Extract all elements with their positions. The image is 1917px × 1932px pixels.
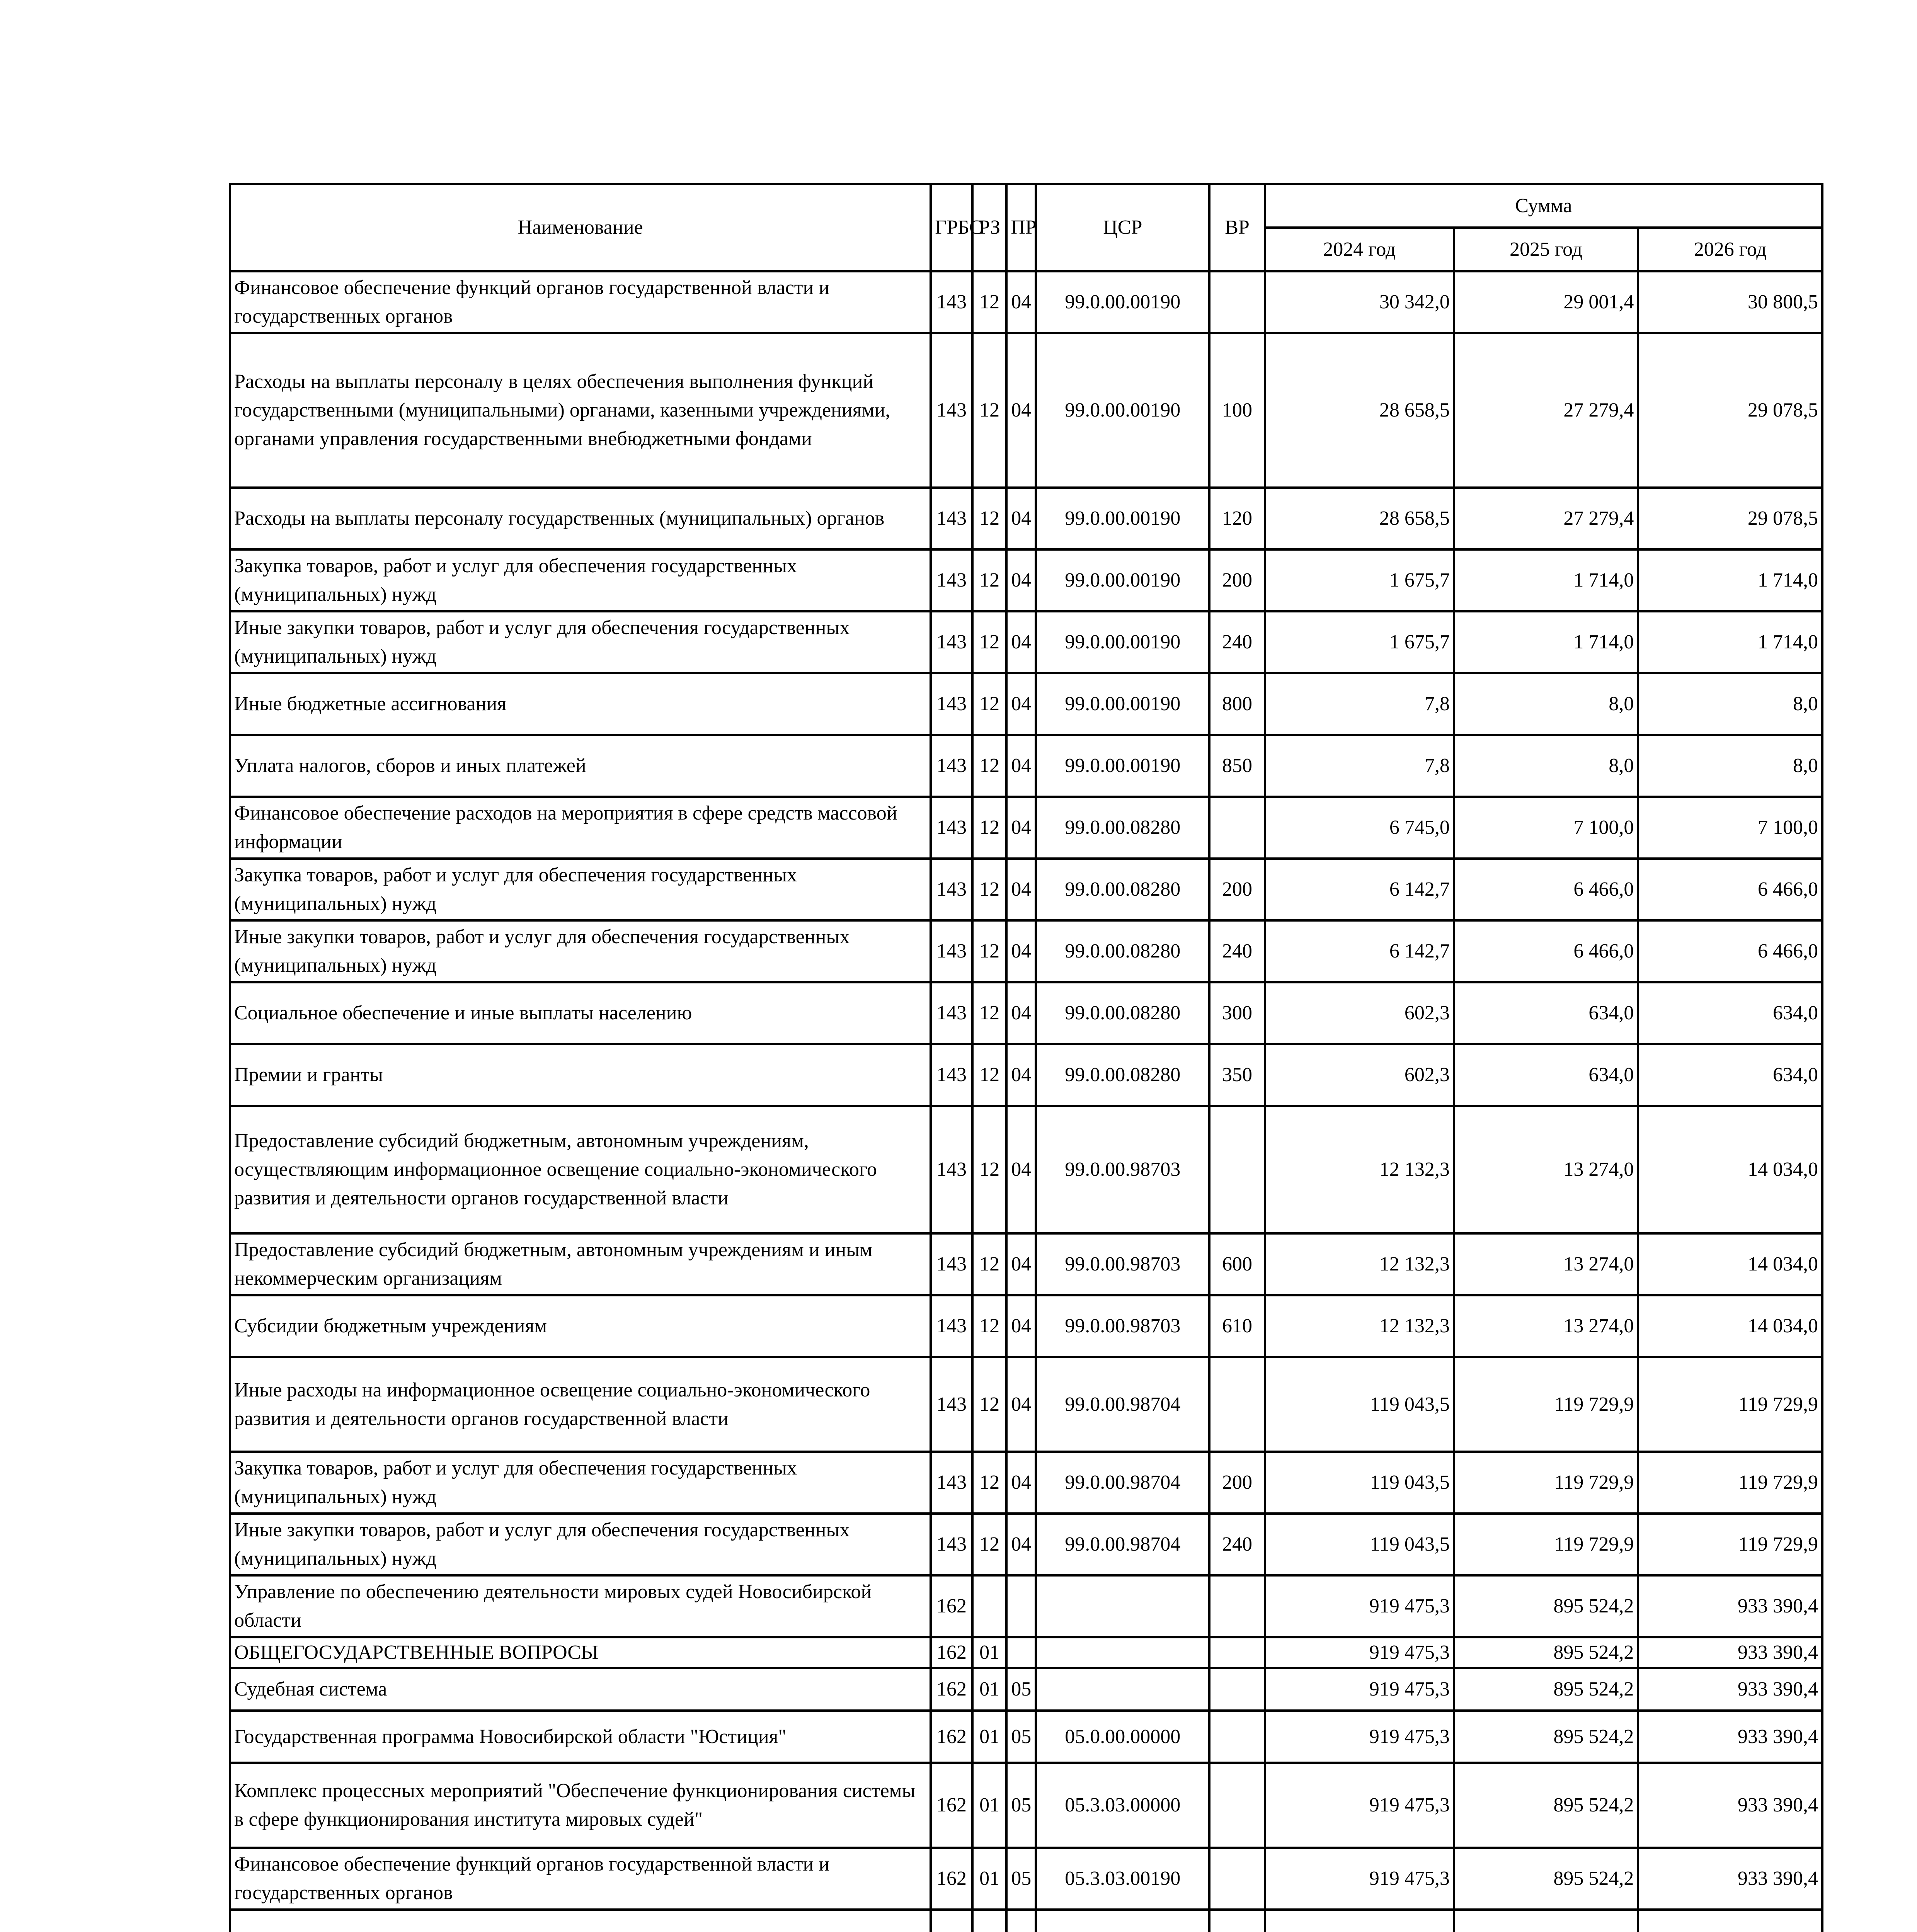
cell-csr: 99.0.00.08280: [1036, 1044, 1209, 1106]
cell-2024: 919 475,3: [1265, 1763, 1454, 1848]
cell-vr: 100: [1209, 333, 1265, 488]
table-row: [230, 1357, 1822, 1452]
cell-2025: 634,0: [1454, 1044, 1638, 1106]
cell-2024: 919 475,3: [1265, 1637, 1454, 1668]
cell-rz: 12: [972, 1357, 1007, 1452]
cell-vr: 200: [1209, 549, 1265, 611]
cell-name: Предоставление субсидий бюджетным, автономным учреждениям, осуществляющим информационное освещение социально-экономического развития и деятельности органов государственной власти: [230, 1106, 931, 1233]
cell-2026: 634,0: [1638, 1044, 1822, 1106]
cell-2024: 30 342,0: [1265, 271, 1454, 333]
table-row: [230, 1575, 1822, 1637]
cell-2025: [1454, 1910, 1638, 1932]
cell-2024: 602,3: [1265, 982, 1454, 1044]
cell-rz: 12: [972, 1514, 1007, 1575]
cell-rz: 12: [972, 735, 1007, 797]
cell-name: Иные закупки товаров, работ и услуг для обеспечения государственных (муниципальных) нужд: [230, 920, 931, 982]
cell-rz: 12: [972, 1295, 1007, 1357]
cell-vr: 200: [1209, 859, 1265, 920]
cell-name: Государственная программа Новосибирской области "Юстиция": [230, 1711, 931, 1763]
cell-rz: 12: [972, 611, 1007, 673]
cell-2025: 895 524,2: [1454, 1763, 1638, 1848]
cell-pr: 04: [1006, 1233, 1036, 1295]
cell-name: Иные закупки товаров, работ и услуг для обеспечения государственных (муниципальных) нужд: [230, 611, 931, 673]
cell-2026: 933 390,4: [1638, 1637, 1822, 1668]
cell-grbs: 143: [931, 333, 972, 488]
cell-2024: 919 475,3: [1265, 1848, 1454, 1910]
cell-2024: 7,8: [1265, 735, 1454, 797]
cell-pr: 04: [1006, 673, 1036, 735]
table-row: [230, 673, 1822, 735]
cell-csr: 99.0.00.98704: [1036, 1452, 1209, 1514]
cell-csr: [1036, 1910, 1209, 1932]
table-row: [230, 982, 1822, 1044]
cell-name: Предоставление субсидий бюджетным, автономным учреждениям и иным некоммерческим организациям: [230, 1233, 931, 1295]
cell-2026: 7 100,0: [1638, 797, 1822, 859]
cell-2026: 30 800,5: [1638, 271, 1822, 333]
cell-rz: 12: [972, 982, 1007, 1044]
cell-csr: 99.0.00.00190: [1036, 549, 1209, 611]
cell-vr: [1209, 1763, 1265, 1848]
cell-vr: [1209, 1637, 1265, 1668]
table-row: [230, 735, 1822, 797]
cell-2024: 919 475,3: [1265, 1668, 1454, 1711]
cell-csr: 99.0.00.08280: [1036, 982, 1209, 1044]
header-pr: ПР: [1006, 184, 1036, 271]
table-row: [230, 611, 1822, 673]
cell-name: Иные закупки товаров, работ и услуг для обеспечения государственных (муниципальных) нужд: [230, 1514, 931, 1575]
table-row: [230, 1668, 1822, 1711]
cell-grbs: 162: [931, 1711, 972, 1763]
cell-grbs: 143: [931, 1514, 972, 1575]
header-csr: ЦСР: [1036, 184, 1209, 271]
cell-rz: 12: [972, 1106, 1007, 1233]
cell-grbs: 143: [931, 735, 972, 797]
cell-grbs: 143: [931, 1233, 972, 1295]
cell-grbs: 143: [931, 549, 972, 611]
cell-2026: 14 034,0: [1638, 1106, 1822, 1233]
cell-grbs: 162: [931, 1668, 972, 1711]
cell-rz: 01: [972, 1763, 1007, 1848]
cell-2025: 1 714,0: [1454, 549, 1638, 611]
cell-name: Расходы на выплаты персоналу в целях обеспечения выполнения функций государственными (муниципальными) органами, казенными учреждениями, органами управления государственными внебюджетными фондами: [230, 333, 931, 488]
header-year-2024: 2024 год: [1265, 228, 1454, 271]
cell-2024: [1265, 1910, 1454, 1932]
cell-rz: 01: [972, 1711, 1007, 1763]
cell-2026: 119 729,9: [1638, 1452, 1822, 1514]
cell-csr: 99.0.00.98703: [1036, 1106, 1209, 1233]
cell-2026: [1638, 1910, 1822, 1932]
cell-vr: [1209, 1668, 1265, 1711]
table-row: [230, 271, 1822, 333]
cell-2025: 13 274,0: [1454, 1106, 1638, 1233]
table-row: [230, 1106, 1822, 1233]
cell-2024: 919 475,3: [1265, 1711, 1454, 1763]
cell-2026: 1 714,0: [1638, 611, 1822, 673]
cell-2024: 28 658,5: [1265, 333, 1454, 488]
cell-2024: 919 475,3: [1265, 1575, 1454, 1637]
cell-2026: 6 466,0: [1638, 920, 1822, 982]
cell-2025: 8,0: [1454, 673, 1638, 735]
cell-2024: 6 142,7: [1265, 859, 1454, 920]
cell-vr: 200: [1209, 1452, 1265, 1514]
cell-2025: 119 729,9: [1454, 1514, 1638, 1575]
cell-name: Закупка товаров, работ и услуг для обеспечения государственных (муниципальных) нужд: [230, 549, 931, 611]
header-row-top: [230, 184, 1822, 228]
cell-grbs: 143: [931, 1357, 972, 1452]
cell-grbs: 162: [931, 1637, 972, 1668]
cell-name: Управление по обеспечению деятельности мировых судей Новосибирской области: [230, 1575, 931, 1637]
cell-rz: 01: [972, 1637, 1007, 1668]
cell-2026: 933 390,4: [1638, 1575, 1822, 1637]
cell-2024: 119 043,5: [1265, 1452, 1454, 1514]
table-row: [230, 920, 1822, 982]
cell-name: [230, 1910, 931, 1932]
cell-pr: 04: [1006, 859, 1036, 920]
cell-csr: 99.0.00.98703: [1036, 1295, 1209, 1357]
cell-2026: 119 729,9: [1638, 1357, 1822, 1452]
cell-2025: 8,0: [1454, 735, 1638, 797]
cell-grbs: 162: [931, 1575, 972, 1637]
cell-vr: 800: [1209, 673, 1265, 735]
cell-name: Субсидии бюджетным учреждениям: [230, 1295, 931, 1357]
cell-grbs: 143: [931, 982, 972, 1044]
cell-2024: 602,3: [1265, 1044, 1454, 1106]
cell-vr: [1209, 1575, 1265, 1637]
cell-grbs: [931, 1910, 972, 1932]
cell-name: Расходы на выплаты персоналу государственных (муниципальных) органов: [230, 488, 931, 549]
cell-2026: 933 390,4: [1638, 1668, 1822, 1711]
cell-2025: 895 524,2: [1454, 1637, 1638, 1668]
table-row: [230, 1233, 1822, 1295]
cell-grbs: 143: [931, 271, 972, 333]
cell-csr: [1036, 1575, 1209, 1637]
table-body: [230, 271, 1822, 1932]
cell-csr: 99.0.00.00190: [1036, 735, 1209, 797]
cell-rz: 12: [972, 1233, 1007, 1295]
cell-2025: 7 100,0: [1454, 797, 1638, 859]
cell-pr: 04: [1006, 1514, 1036, 1575]
cell-csr: [1036, 1637, 1209, 1668]
cell-name: ОБЩЕГОСУДАРСТВЕННЫЕ ВОПРОСЫ: [230, 1637, 931, 1668]
cell-name: Финансовое обеспечение функций органов государственной власти и государственных органов: [230, 1848, 931, 1910]
cell-grbs: 143: [931, 1452, 972, 1514]
table-row: [230, 859, 1822, 920]
cell-csr: [1036, 1668, 1209, 1711]
cell-2024: 12 132,3: [1265, 1295, 1454, 1357]
cell-pr: 04: [1006, 333, 1036, 488]
table-row: [230, 797, 1822, 859]
cell-csr: 99.0.00.00190: [1036, 488, 1209, 549]
cell-pr: [1006, 1637, 1036, 1668]
cell-2026: 634,0: [1638, 982, 1822, 1044]
cell-2026: 933 390,4: [1638, 1711, 1822, 1763]
cell-vr: 240: [1209, 1514, 1265, 1575]
cell-vr: [1209, 1711, 1265, 1763]
cell-pr: 05: [1006, 1848, 1036, 1910]
cell-rz: 12: [972, 1044, 1007, 1106]
table-row: [230, 333, 1822, 488]
cell-name: Иные бюджетные ассигнования: [230, 673, 931, 735]
cell-pr: 04: [1006, 1044, 1036, 1106]
cell-pr: [1006, 1910, 1036, 1932]
cell-2025: 119 729,9: [1454, 1357, 1638, 1452]
cell-rz: [972, 1910, 1007, 1932]
cell-2024: 119 043,5: [1265, 1514, 1454, 1575]
cell-csr: 99.0.00.08280: [1036, 920, 1209, 982]
table-row: [230, 1452, 1822, 1514]
cell-vr: [1209, 1848, 1265, 1910]
cell-pr: 04: [1006, 1357, 1036, 1452]
cell-grbs: 143: [931, 1044, 972, 1106]
cell-pr: 04: [1006, 1452, 1036, 1514]
cell-pr: 05: [1006, 1668, 1036, 1711]
cell-name: Судебная система: [230, 1668, 931, 1711]
cell-2025: 1 714,0: [1454, 611, 1638, 673]
table-row: [230, 1763, 1822, 1848]
cell-2026: 6 466,0: [1638, 859, 1822, 920]
cell-2025: 13 274,0: [1454, 1233, 1638, 1295]
cell-2025: 634,0: [1454, 982, 1638, 1044]
cell-pr: 04: [1006, 735, 1036, 797]
cell-grbs: 143: [931, 797, 972, 859]
cell-vr: [1209, 271, 1265, 333]
cell-2024: 7,8: [1265, 673, 1454, 735]
cell-pr: 04: [1006, 982, 1036, 1044]
table-row: [230, 1848, 1822, 1910]
cell-csr: 99.0.00.00190: [1036, 333, 1209, 488]
header-vr: ВР: [1209, 184, 1265, 271]
cell-2025: 6 466,0: [1454, 920, 1638, 982]
cell-pr: 04: [1006, 271, 1036, 333]
cell-grbs: 162: [931, 1848, 972, 1910]
cell-2024: 12 132,3: [1265, 1233, 1454, 1295]
cell-2026: 14 034,0: [1638, 1233, 1822, 1295]
cell-vr: [1209, 1357, 1265, 1452]
header-rz: РЗ: [972, 184, 1007, 271]
cell-grbs: 162: [931, 1763, 972, 1848]
cell-2024: 1 675,7: [1265, 549, 1454, 611]
cell-csr: 99.0.00.00190: [1036, 673, 1209, 735]
cell-grbs: 143: [931, 488, 972, 549]
cell-2026: 1 714,0: [1638, 549, 1822, 611]
cell-2024: 12 132,3: [1265, 1106, 1454, 1233]
cell-name: Финансовое обеспечение расходов на мероприятия в сфере средств массовой информации: [230, 797, 931, 859]
cell-rz: 12: [972, 797, 1007, 859]
cell-2026: 8,0: [1638, 673, 1822, 735]
cell-2025: 27 279,4: [1454, 333, 1638, 488]
cell-csr: 05.0.00.00000: [1036, 1711, 1209, 1763]
cell-rz: 12: [972, 271, 1007, 333]
cell-grbs: 143: [931, 611, 972, 673]
cell-name: Закупка товаров, работ и услуг для обеспечения государственных (муниципальных) нужд: [230, 859, 931, 920]
cell-name: Закупка товаров, работ и услуг для обеспечения государственных (муниципальных) нужд: [230, 1452, 931, 1514]
cell-2026: 14 034,0: [1638, 1295, 1822, 1357]
table-row: [230, 549, 1822, 611]
cell-rz: 01: [972, 1668, 1007, 1711]
cell-pr: 04: [1006, 611, 1036, 673]
cell-csr: 99.0.00.00190: [1036, 271, 1209, 333]
cell-2024: 119 043,5: [1265, 1357, 1454, 1452]
table-row: [230, 1637, 1822, 1668]
header-year-2026: 2026 год: [1638, 228, 1822, 271]
cell-2025: 895 524,2: [1454, 1668, 1638, 1711]
cell-grbs: 143: [931, 1106, 972, 1233]
cell-name: Иные расходы на информационное освещение социально-экономического развития и деятельности органов государственной власти: [230, 1357, 931, 1452]
cell-2025: 895 524,2: [1454, 1848, 1638, 1910]
table-row: [230, 1711, 1822, 1763]
cell-2025: 27 279,4: [1454, 488, 1638, 549]
cell-2026: 933 390,4: [1638, 1763, 1822, 1848]
table-row: [230, 1514, 1822, 1575]
cell-pr: 04: [1006, 1106, 1036, 1233]
cell-rz: 12: [972, 859, 1007, 920]
header-grbs: ГРБС: [931, 184, 972, 271]
cell-2025: 13 274,0: [1454, 1295, 1638, 1357]
cell-name: Комплекс процессных мероприятий "Обеспечение функционирования системы в сфере функционирования института мировых судей": [230, 1763, 931, 1848]
cell-2024: 1 675,7: [1265, 611, 1454, 673]
header-year-2025: 2025 год: [1454, 228, 1638, 271]
cell-2024: 28 658,5: [1265, 488, 1454, 549]
cell-2024: 6 142,7: [1265, 920, 1454, 982]
budget-table: [229, 183, 1823, 1932]
cell-vr: [1209, 1910, 1265, 1932]
cell-name: Уплата налогов, сборов и иных платежей: [230, 735, 931, 797]
header-sum: Сумма: [1265, 184, 1822, 228]
cell-pr: 05: [1006, 1763, 1036, 1848]
cell-name: Премии и гранты: [230, 1044, 931, 1106]
cell-2025: 119 729,9: [1454, 1452, 1638, 1514]
cell-csr: 99.0.00.98703: [1036, 1233, 1209, 1295]
cell-rz: [972, 1575, 1007, 1637]
cell-vr: 240: [1209, 611, 1265, 673]
cell-grbs: 143: [931, 1295, 972, 1357]
table-row: [230, 488, 1822, 549]
cell-rz: 12: [972, 920, 1007, 982]
table-row: [230, 1295, 1822, 1357]
cell-csr: 99.0.00.00190: [1036, 611, 1209, 673]
cell-csr: 99.0.00.98704: [1036, 1514, 1209, 1575]
cell-vr: 300: [1209, 982, 1265, 1044]
cell-2026: 119 729,9: [1638, 1514, 1822, 1575]
cell-pr: [1006, 1575, 1036, 1637]
cell-2026: 29 078,5: [1638, 333, 1822, 488]
cell-vr: 600: [1209, 1233, 1265, 1295]
cell-2026: 933 390,4: [1638, 1848, 1822, 1910]
cell-grbs: 143: [931, 673, 972, 735]
cell-vr: [1209, 1106, 1265, 1233]
cell-name: Социальное обеспечение и иные выплаты населению: [230, 982, 931, 1044]
cell-rz: 12: [972, 549, 1007, 611]
cell-grbs: 143: [931, 859, 972, 920]
cell-vr: [1209, 797, 1265, 859]
cell-vr: 610: [1209, 1295, 1265, 1357]
cell-2025: 895 524,2: [1454, 1711, 1638, 1763]
cell-grbs: 143: [931, 920, 972, 982]
table-row: [230, 1910, 1822, 1932]
cell-pr: 04: [1006, 1295, 1036, 1357]
header-name: Наименование: [230, 184, 931, 271]
cell-pr: 05: [1006, 1711, 1036, 1763]
cell-pr: 04: [1006, 920, 1036, 982]
table-row: [230, 1044, 1822, 1106]
cell-2025: 29 001,4: [1454, 271, 1638, 333]
cell-pr: 04: [1006, 797, 1036, 859]
cell-2025: 895 524,2: [1454, 1575, 1638, 1637]
cell-vr: 350: [1209, 1044, 1265, 1106]
cell-csr: 05.3.03.00190: [1036, 1848, 1209, 1910]
cell-csr: 99.0.00.98704: [1036, 1357, 1209, 1452]
cell-csr: 99.0.00.08280: [1036, 797, 1209, 859]
cell-rz: 12: [972, 333, 1007, 488]
cell-vr: 850: [1209, 735, 1265, 797]
cell-2025: 6 466,0: [1454, 859, 1638, 920]
cell-rz: 12: [972, 1452, 1007, 1514]
cell-rz: 12: [972, 673, 1007, 735]
cell-2026: 29 078,5: [1638, 488, 1822, 549]
cell-2026: 8,0: [1638, 735, 1822, 797]
cell-2024: 6 745,0: [1265, 797, 1454, 859]
cell-rz: 01: [972, 1848, 1007, 1910]
cell-csr: 05.3.03.00000: [1036, 1763, 1209, 1848]
cell-vr: 120: [1209, 488, 1265, 549]
cell-pr: 04: [1006, 549, 1036, 611]
cell-csr: 99.0.00.08280: [1036, 859, 1209, 920]
cell-vr: 240: [1209, 920, 1265, 982]
cell-rz: 12: [972, 488, 1007, 549]
cell-name: Финансовое обеспечение функций органов государственной власти и государственных органов: [230, 271, 931, 333]
cell-pr: 04: [1006, 488, 1036, 549]
